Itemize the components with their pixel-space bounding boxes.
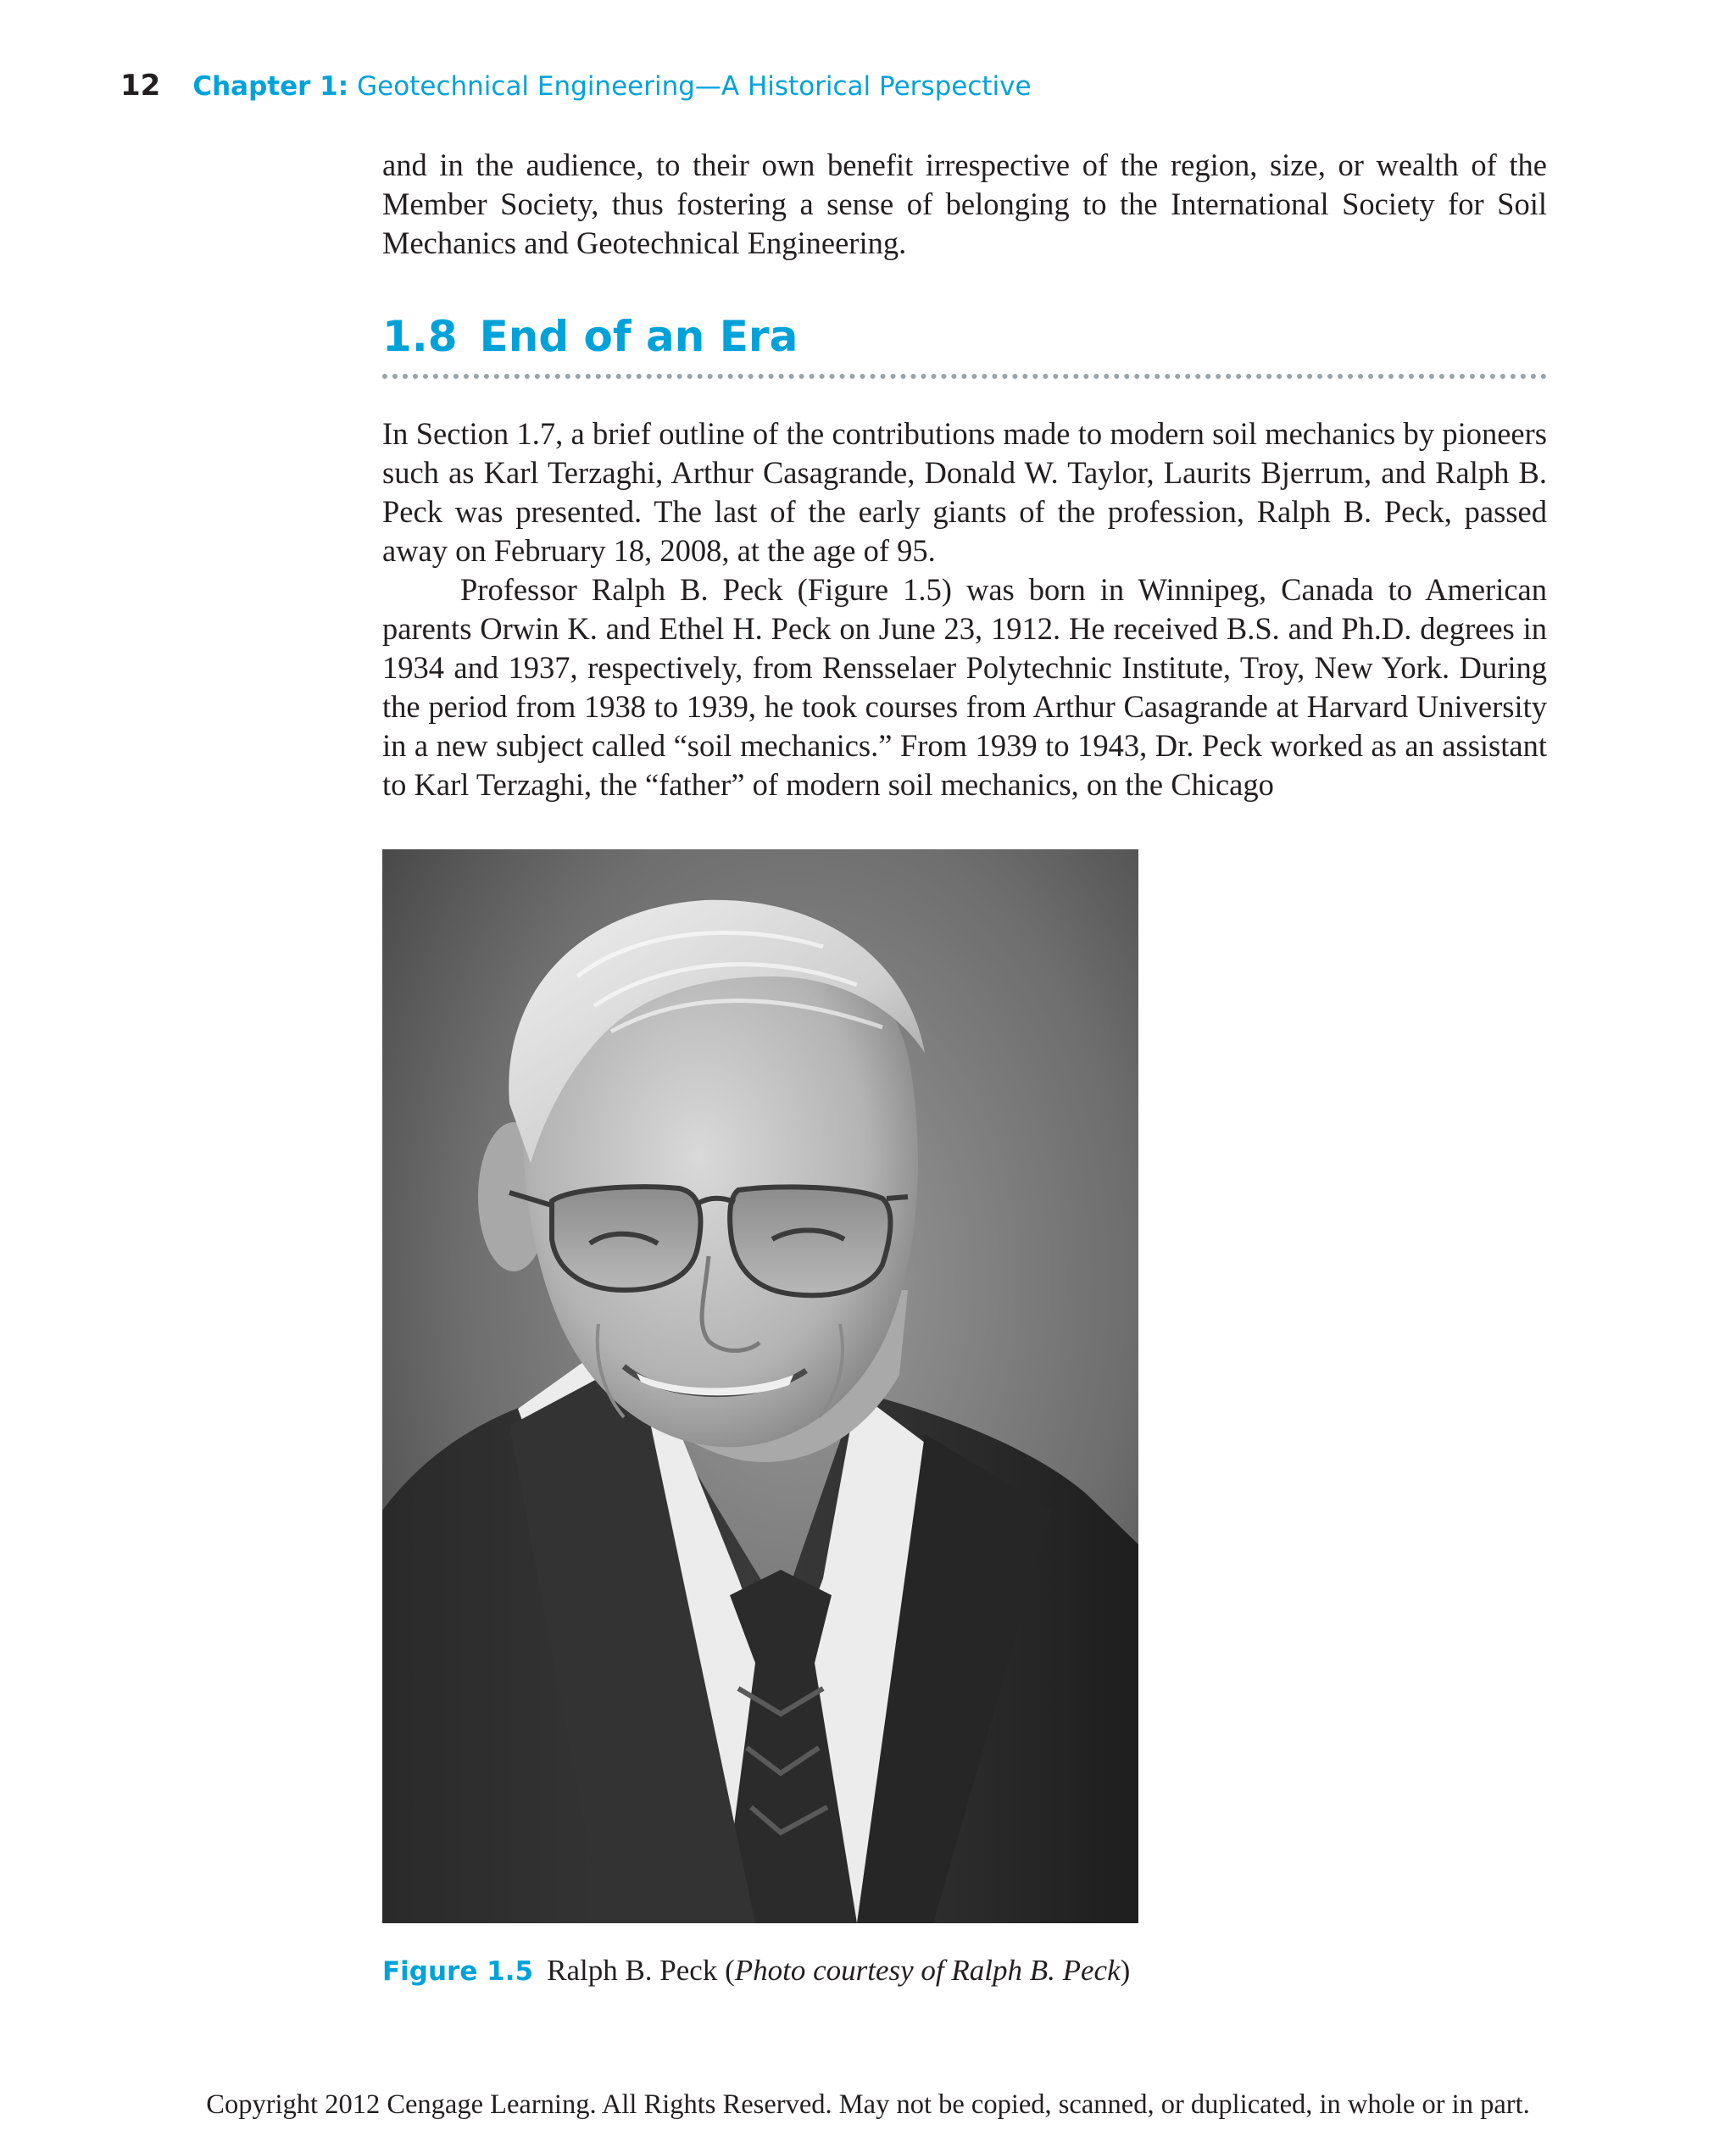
page-number: 12 bbox=[120, 69, 161, 103]
section-divider bbox=[382, 374, 1547, 379]
section-title: End of an Era bbox=[479, 312, 798, 361]
figure-credit: Photo courtesy of Ralph B. Peck bbox=[734, 1954, 1121, 1987]
continuation-paragraph: and in the audience, to their own benefit irrespective of the region, size, or wealth of the Member Society, thus fostering a sense of belonging to the International Society for Soil Mechanics and Geotechnical Engineering. bbox=[382, 147, 1547, 260]
running-head bbox=[120, 69, 1032, 103]
body-paragraph: Professor Ralph B. Peck (Figure 1.5) was born in Winnipeg, Canada to American parents Orwin K. and Ethel H. Peck on June 23, 1912. He received B.S. and Ph.D. degrees in 1934 and 1937, respectively, from Rensselaer Polytechnic Institute, Troy, New York. During the period from 1938 to 1939, he took courses from Arthur Casagrande at Harvard University in a new subject called “soil mechanics.” From 1939 to 1943, Dr. Peck worked as an assistant to Karl Terzaghi, the “father” of modern soil mechanics, on the Chicago bbox=[382, 572, 1547, 802]
section-number: 1.8 bbox=[382, 312, 458, 361]
copyright-footer: Copyright 2012 Cengage Learning. All Rights Reserved. May not be copied, scanned, or duplicated, in whole or in part. bbox=[206, 2089, 1530, 2120]
body-paragraph: In Section 1.7, a brief outline of the contributions made to modern soil mechanics by pioneers such as Karl Terzaghi, Arthur Casagrande, Donald W. Taylor, Laurits Bjerrum, and Ralph B. Peck was presented. The last of the early giants of the profession, Ralph B. Peck, passed away on February 18, 2008, at the age of 95. bbox=[382, 416, 1547, 568]
section-body bbox=[382, 414, 1547, 804]
figure-caption-text: Ralph B. Peck ( bbox=[547, 1954, 735, 1987]
figure-caption-close: ) bbox=[1120, 1954, 1131, 1987]
continuation-paragraph-block bbox=[382, 146, 1547, 263]
portrait-illustration bbox=[382, 849, 1138, 1923]
figure-label: Figure 1.5 bbox=[382, 1956, 534, 1987]
section-heading bbox=[382, 314, 798, 360]
figure-caption bbox=[382, 1954, 1130, 1988]
chapter-label: Chapter 1: bbox=[192, 71, 349, 102]
chapter-title: Geotechnical Engineering—A Historical Perspective bbox=[357, 71, 1032, 102]
portrait-photo bbox=[382, 849, 1138, 1923]
